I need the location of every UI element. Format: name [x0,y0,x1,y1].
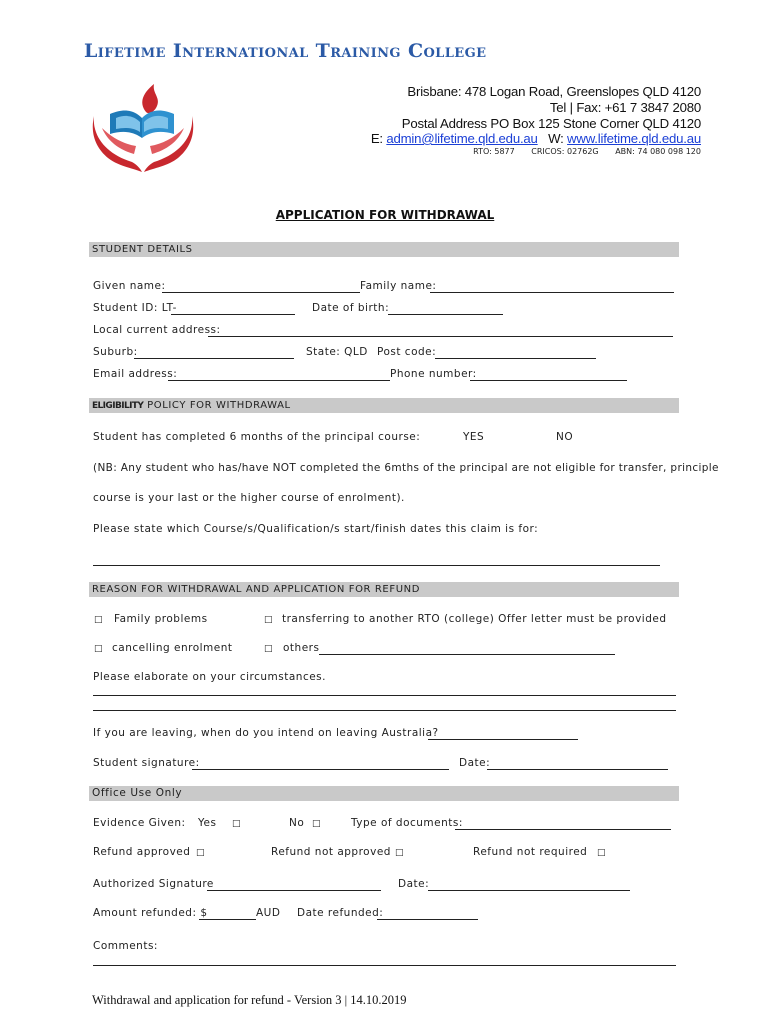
others-field[interactable] [319,654,615,655]
email-address-label: Email address: [93,368,178,380]
state-label: State: QLD [306,346,368,358]
elaborate-prompt: Please elaborate on your circumstances. [93,671,326,683]
dob-label: Date of birth: [312,302,390,314]
local-address-label: Local current address: [93,324,221,336]
evidence-no-checkbox[interactable]: □ [312,819,321,829]
dob-field[interactable] [388,314,503,315]
date-refunded-label: Date refunded: [297,907,384,919]
others-label: others [283,642,320,654]
leaving-date-field[interactable] [428,739,578,740]
address-line-2: Tel | Fax: +61 7 3847 2080 [549,100,701,115]
elaborate-line-2[interactable] [93,710,676,711]
transfer-label: transferring to another RTO (college) Offer letter must be provided [282,613,667,625]
web-label: W: [548,131,564,146]
evidence-label: Evidence Given: [93,817,186,829]
footer-version: Withdrawal and application for refund - Version 3 | 14.10.2019 [92,993,407,1007]
signature-date-field[interactable] [487,769,668,770]
refund-approved-label: Refund approved [93,846,191,858]
email-address-field[interactable] [168,380,390,381]
reason-heading: REASON FOR WITHDRAWAL AND APPLICATION FOR REFUND [89,582,679,597]
eligibility-note-1: (NB: Any student who has/have NOT completed the 6mths of the principal are not eligible for transfer, principle [93,462,719,474]
rto-number: RTO: 5877 [473,147,515,156]
email-link[interactable]: admin@lifetime.qld.edu.au [386,131,538,146]
refund-not-required-label: Refund not required [473,846,588,858]
others-checkbox[interactable]: □ [264,644,273,654]
postcode-label: Post code: [377,346,437,358]
doc-type-label: Type of documents: [351,817,463,829]
eligibility-question: Student has completed 6 months of the principal course: [93,431,421,443]
comments-field[interactable] [93,965,676,966]
course-prompt: Please state which Course/s/Qualification/s start/finish dates this claim is for: [93,523,539,535]
postcode-field[interactable] [435,358,596,359]
evidence-no-label: No [289,817,305,829]
given-name-field[interactable] [162,292,360,293]
suburb-field[interactable] [134,358,294,359]
comments-label: Comments: [93,940,158,952]
amount-refunded-field[interactable] [199,919,256,920]
transfer-checkbox[interactable]: □ [264,615,273,625]
eligibility-heading-rest: POLICY FOR WITHDRAWAL [143,400,291,411]
refund-approved-checkbox[interactable]: □ [196,848,205,858]
cancel-enrolment-label: cancelling enrolment [112,642,233,654]
leaving-prompt: If you are leaving, when do you intend on leaving Australia? [93,727,439,739]
suburb-label: Suburb: [93,346,138,358]
registration-info [459,147,701,156]
student-id-label: Student ID: LT- [93,302,177,314]
student-signature-field[interactable] [192,769,449,770]
auth-date-field[interactable] [428,890,630,891]
address-line-1: Brisbane: 478 Logan Road, Greenslopes QLD 4120 [407,84,701,99]
college-name: Lifetime International Training College [84,40,487,62]
family-problems-checkbox[interactable]: □ [94,615,103,625]
college-logo [88,76,198,176]
given-name-label: Given name: [93,280,166,292]
cancel-enrolment-checkbox[interactable]: □ [94,644,103,654]
eligibility-heading-bold: ELIGIBILITY [92,401,144,411]
contact-line [371,131,701,146]
doc-type-field[interactable] [455,829,671,830]
website-link[interactable]: www.lifetime.qld.edu.au [567,131,701,146]
auth-date-label: Date: [398,878,430,890]
refund-not-required-checkbox[interactable]: □ [597,848,606,858]
amount-refunded-label: Amount refunded: $ [93,907,208,919]
evidence-yes-checkbox[interactable]: □ [232,819,241,829]
email-label: E: [370,131,383,146]
currency-label: AUD [256,907,281,919]
auth-signature-label: Authorized Signature [93,878,214,890]
phone-field[interactable] [470,380,627,381]
date-refunded-field[interactable] [377,919,478,920]
cricos-number: CRICOS: 02762G [531,147,599,156]
refund-not-approved-checkbox[interactable]: □ [395,848,404,858]
eligibility-heading [89,398,679,413]
student-id-field[interactable] [171,314,295,315]
family-name-field[interactable] [430,292,674,293]
student-details-heading: STUDENT DETAILS [89,242,679,257]
address-line-3: Postal Address PO Box 125 Stone Corner QLD 4120 [401,116,701,131]
eligibility-note-2: course is your last or the higher course of enrolment). [93,492,405,504]
signature-date-label: Date: [459,757,491,769]
course-dates-field[interactable] [93,565,660,566]
auth-signature-field[interactable] [207,890,381,891]
student-signature-label: Student signature: [93,757,200,769]
refund-not-approved-label: Refund not approved [271,846,391,858]
evidence-yes-label: Yes [198,817,217,829]
phone-label: Phone number: [390,368,477,380]
eligibility-yes[interactable]: YES [463,431,485,443]
form-title: APPLICATION FOR WITHDRAWAL [275,208,495,222]
family-problems-label: Family problems [114,613,208,625]
local-address-field[interactable] [208,336,673,337]
eligibility-no[interactable]: NO [556,431,574,443]
elaborate-line-1[interactable] [93,695,676,696]
family-name-label: Family name: [360,280,437,292]
abn-number: ABN: 74 080 098 120 [615,147,701,156]
office-heading: Office Use Only [89,786,679,801]
